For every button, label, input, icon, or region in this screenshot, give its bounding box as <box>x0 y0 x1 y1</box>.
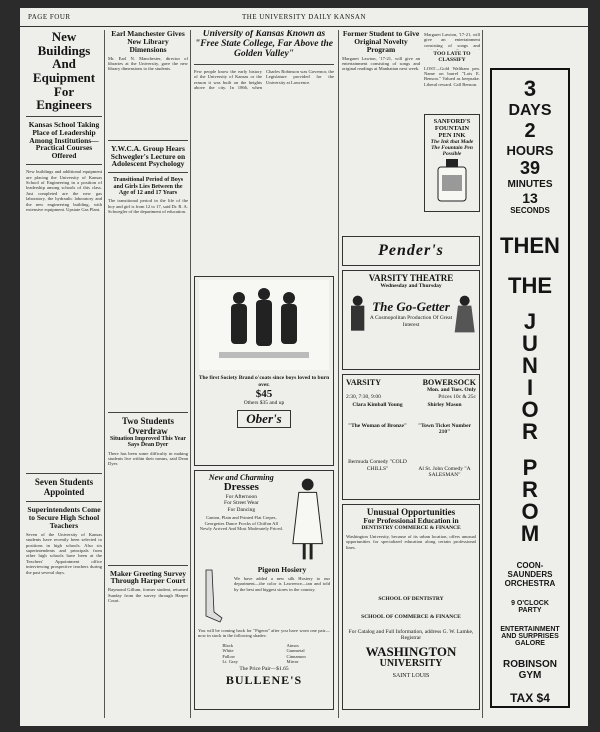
overdraw-subhead: Situation Improved This Year Says Dean Dyer <box>109 436 187 449</box>
continued-text: Margaret Lawton, '17-21, will give an entertainment consisting of songs and <box>424 32 480 48</box>
masthead-title: THE UNIVERSITY DAILY KANSAN <box>241 13 367 21</box>
column-rule <box>482 30 483 718</box>
survey-headline: Maker Greeting Survey Through Harper Court <box>110 568 186 586</box>
junior-prom-ad <box>490 68 570 708</box>
overdraw-headline: Two Students Overdraw <box>121 416 175 436</box>
bowersock-film-1: "The Woman of Bronze" <box>348 422 407 429</box>
obers-price: $45 <box>255 388 273 400</box>
dresses-sub-2: For Street Wear <box>224 500 259 507</box>
prom-the: THE <box>508 273 552 298</box>
prom-tax: TAX $4 <box>510 691 550 705</box>
prom-extras: ENTERTAINMENT AND SURPRISES GALORE <box>500 626 560 647</box>
column-rule <box>338 30 339 718</box>
main-headline: University of Kansas Known as "Free State College, Far Above the Golden Valley" <box>195 30 333 59</box>
penders-ad <box>342 236 480 266</box>
obers-others: Others $35 and up <box>243 400 285 406</box>
prom-band: COON-SAUNDERS ORCHESTRA <box>504 561 556 588</box>
ywca-headline: Y.W.C.A. Group Hears Schwegler's Lecture on Adolescent Psychology <box>110 143 186 169</box>
students-headline: Seven Students Appointed <box>34 477 94 497</box>
washu-text: Washington University, because of its urban location, offers unusual opportunities for specialized education along certain professional lines. <box>346 533 476 550</box>
dresses-materials: Canton, Plain and Printed Flat Crepes, Georgettes Dance Frocks of Chiffon All Newly Arrived And Most Moderately Priced. <box>199 515 283 532</box>
classified-title: TOO LATE TO CLASSIFY <box>433 51 471 63</box>
stockings-illustration <box>198 566 234 626</box>
bowersock-left-title: VARSITY <box>346 378 381 387</box>
students-subhead: Superintendents Come to Secure High School Teachers <box>27 505 101 530</box>
former-student-article: Margaret Lawton, '17-21, will give an entertainment consisting of songs and original readings at Manhattan next week. <box>342 55 420 72</box>
bullenes-logo: BULLENE'S <box>225 672 303 687</box>
men-in-coats-illustration <box>199 280 329 370</box>
column-rule <box>104 30 105 718</box>
washu-school-2: SCHOOL OF COMMERCE & FINANCE <box>361 614 461 621</box>
former-student-headline: Former Student to Give Original Novelty Program <box>342 30 420 54</box>
ywca-article: The transitional period in the life of the boy and girl is from 12 to 17, said Dr. R. A. Schwegler of the department of education. <box>108 198 188 214</box>
washu-headline-1: Unusual Opportunities <box>366 507 456 517</box>
prom-junior: JUNIOR <box>521 309 539 444</box>
washu-fields: DENTISTRY COMMERCE & FINANCE <box>361 525 461 532</box>
prom-venue: ROBINSON GYM <box>503 659 557 681</box>
washu-logo-3: SAINT LOUIS <box>392 672 430 679</box>
main-article: Few people know the early history of the University of Kansas or the reason it was built on the heights above the city. In 1866, when Charles Robinson was Governor, the Legislature provided for the University at Lawrence. <box>194 68 334 91</box>
washu-headline-2: For Professional Education in <box>363 516 459 526</box>
dresses-title-1: New and Charming <box>208 473 274 482</box>
penders-logo: Pender's <box>378 242 444 259</box>
hosiery-shades-right: Atmos Gunmetal Cinnamon Mirror <box>286 642 306 665</box>
prom-minutes-count: 39 <box>519 158 541 178</box>
bowersock-times: 2:30, 7:30, 9:00 <box>346 393 381 400</box>
engineering-headline: New Buildings And Equipment For Engineers <box>32 30 96 113</box>
bowersock-star-2: Shirley Mason <box>427 402 462 408</box>
right-small-column <box>424 30 480 230</box>
library-article: Mr. Earl N. Manchester, director of libraries at the University, gave the new library dimensions to the students. <box>108 55 188 72</box>
sanfords-brand: SANFORD'S FOUNTAIN PEN INK <box>433 117 471 139</box>
hosiery-title: Pigeon Hosiery <box>257 565 307 574</box>
varsity-tagline: A Cosmopolitan Production Of Great Interest <box>369 315 453 328</box>
engineering-subhead: Kansas School Taking Place of Leadership Among Institutions—Practical Courses Offered <box>28 119 100 161</box>
sanfords-ad <box>424 114 480 212</box>
prom-hours-count: 2 <box>524 120 536 142</box>
dresses-sub-1: For Afternoon <box>225 493 257 500</box>
survey-article: Raymond Gillum, former student, returned Sunday from the survey through Harper Court. <box>108 587 188 604</box>
bowersock-star-1: Clara Kimball Young <box>352 402 403 408</box>
column-rule <box>190 30 191 718</box>
column-2 <box>108 30 188 720</box>
hosiery-shades-left: Black White Fallow Lt. Gray <box>222 642 238 665</box>
bowersock-extra-1: Bermuda Comedy "COLD CHILLS" <box>348 459 407 472</box>
masthead <box>20 8 588 27</box>
hosiery-text: We have added a new silk Hosiery to our department—the color is Lawrence—tan and told by the best and biggest stores in the country. <box>234 575 332 592</box>
bullenes-ad <box>194 470 334 710</box>
prom-seconds-label: SECONDS <box>510 206 550 215</box>
bowersock-schedule: Mon. and Tues. Only <box>426 387 476 393</box>
page-number: PAGE FOUR <box>28 13 71 21</box>
former-student-story <box>342 30 420 230</box>
library-headline: Earl Manchester Gives New Library Dimensions <box>111 30 185 54</box>
washington-university-ad <box>342 504 480 710</box>
washu-logo-1: WASHINGTON <box>365 643 457 659</box>
varsity-title: VARSITY THEATRE <box>368 273 454 283</box>
prom-days-count: 3 <box>523 76 537 101</box>
varsity-theatre-ad <box>342 270 480 370</box>
hosiery-note: You will be coming back for "Pigeon" after you have worn one pair—now in stock in the following shades: <box>198 628 330 639</box>
students-article: Seven of the University of Kansas students have recently been selected to positions in high schools. Also six superintendents and principals from other high schools have been at the Teachers' Appointment office interviewing prospective teachers during the past several days. <box>26 531 102 575</box>
washu-logo-2: UNIVERSITY <box>379 657 443 669</box>
column-1 <box>26 30 102 720</box>
bowersock-prices: Prices 10c & 25c <box>438 393 476 400</box>
woman-in-dress-illustration <box>285 474 330 564</box>
prom-days-label: DAYS <box>508 102 552 119</box>
bowersock-ad <box>342 374 480 500</box>
overdraw-article: There has been some difficulty in making students live within their means, said Dean Dyer. <box>108 450 188 467</box>
dresses-sub-3: For Dancing <box>227 506 256 513</box>
classified-text: LOST—Gold Waltham pen. Name on barrel "Lois E. Benson." Valued as keepsake. Liberal reward. Call Benson. <box>424 65 480 87</box>
washu-footer: For Catalog and Full Information, address G. W. Lamke, Registrar <box>348 628 474 642</box>
woman-figure-illustration <box>453 290 476 338</box>
prom-prom: PROM <box>520 455 540 546</box>
hosiery-price: The Price Pair—$1.65 <box>239 666 289 673</box>
ywca-subhead: Transitional Period of Boys and Girls Lies Between the Age of 12 and 17 Years <box>112 177 184 196</box>
bowersock-right-title: BOWERSOCK <box>422 378 476 387</box>
obers-ad <box>194 276 334 466</box>
newspaper-page <box>20 8 588 726</box>
man-figure-illustration <box>346 290 369 338</box>
varsity-days: Wednesday and Thursday <box>380 283 442 290</box>
sanfords-slogan: The Ink that Made The Fountain Pen Possible <box>430 138 474 157</box>
bowersock-film-2: "Town Ticket Number 210" <box>417 422 472 435</box>
obers-headline: The first Society Brand o'coats since boys loved to burn over. <box>198 375 330 388</box>
bowersock-extra-2: Al St. John Comedy "A SALESMAN" <box>418 465 471 478</box>
ink-bottle-icon <box>432 157 472 203</box>
prom-minutes-label: MINUTES <box>507 179 553 190</box>
prom-time: 9 O'CLOCK PARTY <box>511 600 549 614</box>
washu-logo <box>346 643 476 682</box>
main-story <box>194 30 334 270</box>
prom-hours-label: HOURS <box>506 143 554 158</box>
engineering-article: New buildings and additional equipment are placing the University of Kansas School of Engineering in a position of leadership among schools of this class. Just completed are the new gas laboratory, the hydraulic laboratory and the new engineering building, with extensive equipment. Upstate Gas Plant. <box>26 169 102 213</box>
varsity-film: The Go-Getter <box>372 299 450 315</box>
prom-seconds-count: 13 <box>522 190 538 206</box>
dresses-title-2: Dresses <box>223 481 259 494</box>
washu-school-1: SCHOOL OF DENTISTRY <box>378 595 444 602</box>
prom-then: THEN <box>500 233 560 258</box>
obers-logo: Ober's <box>237 410 290 428</box>
